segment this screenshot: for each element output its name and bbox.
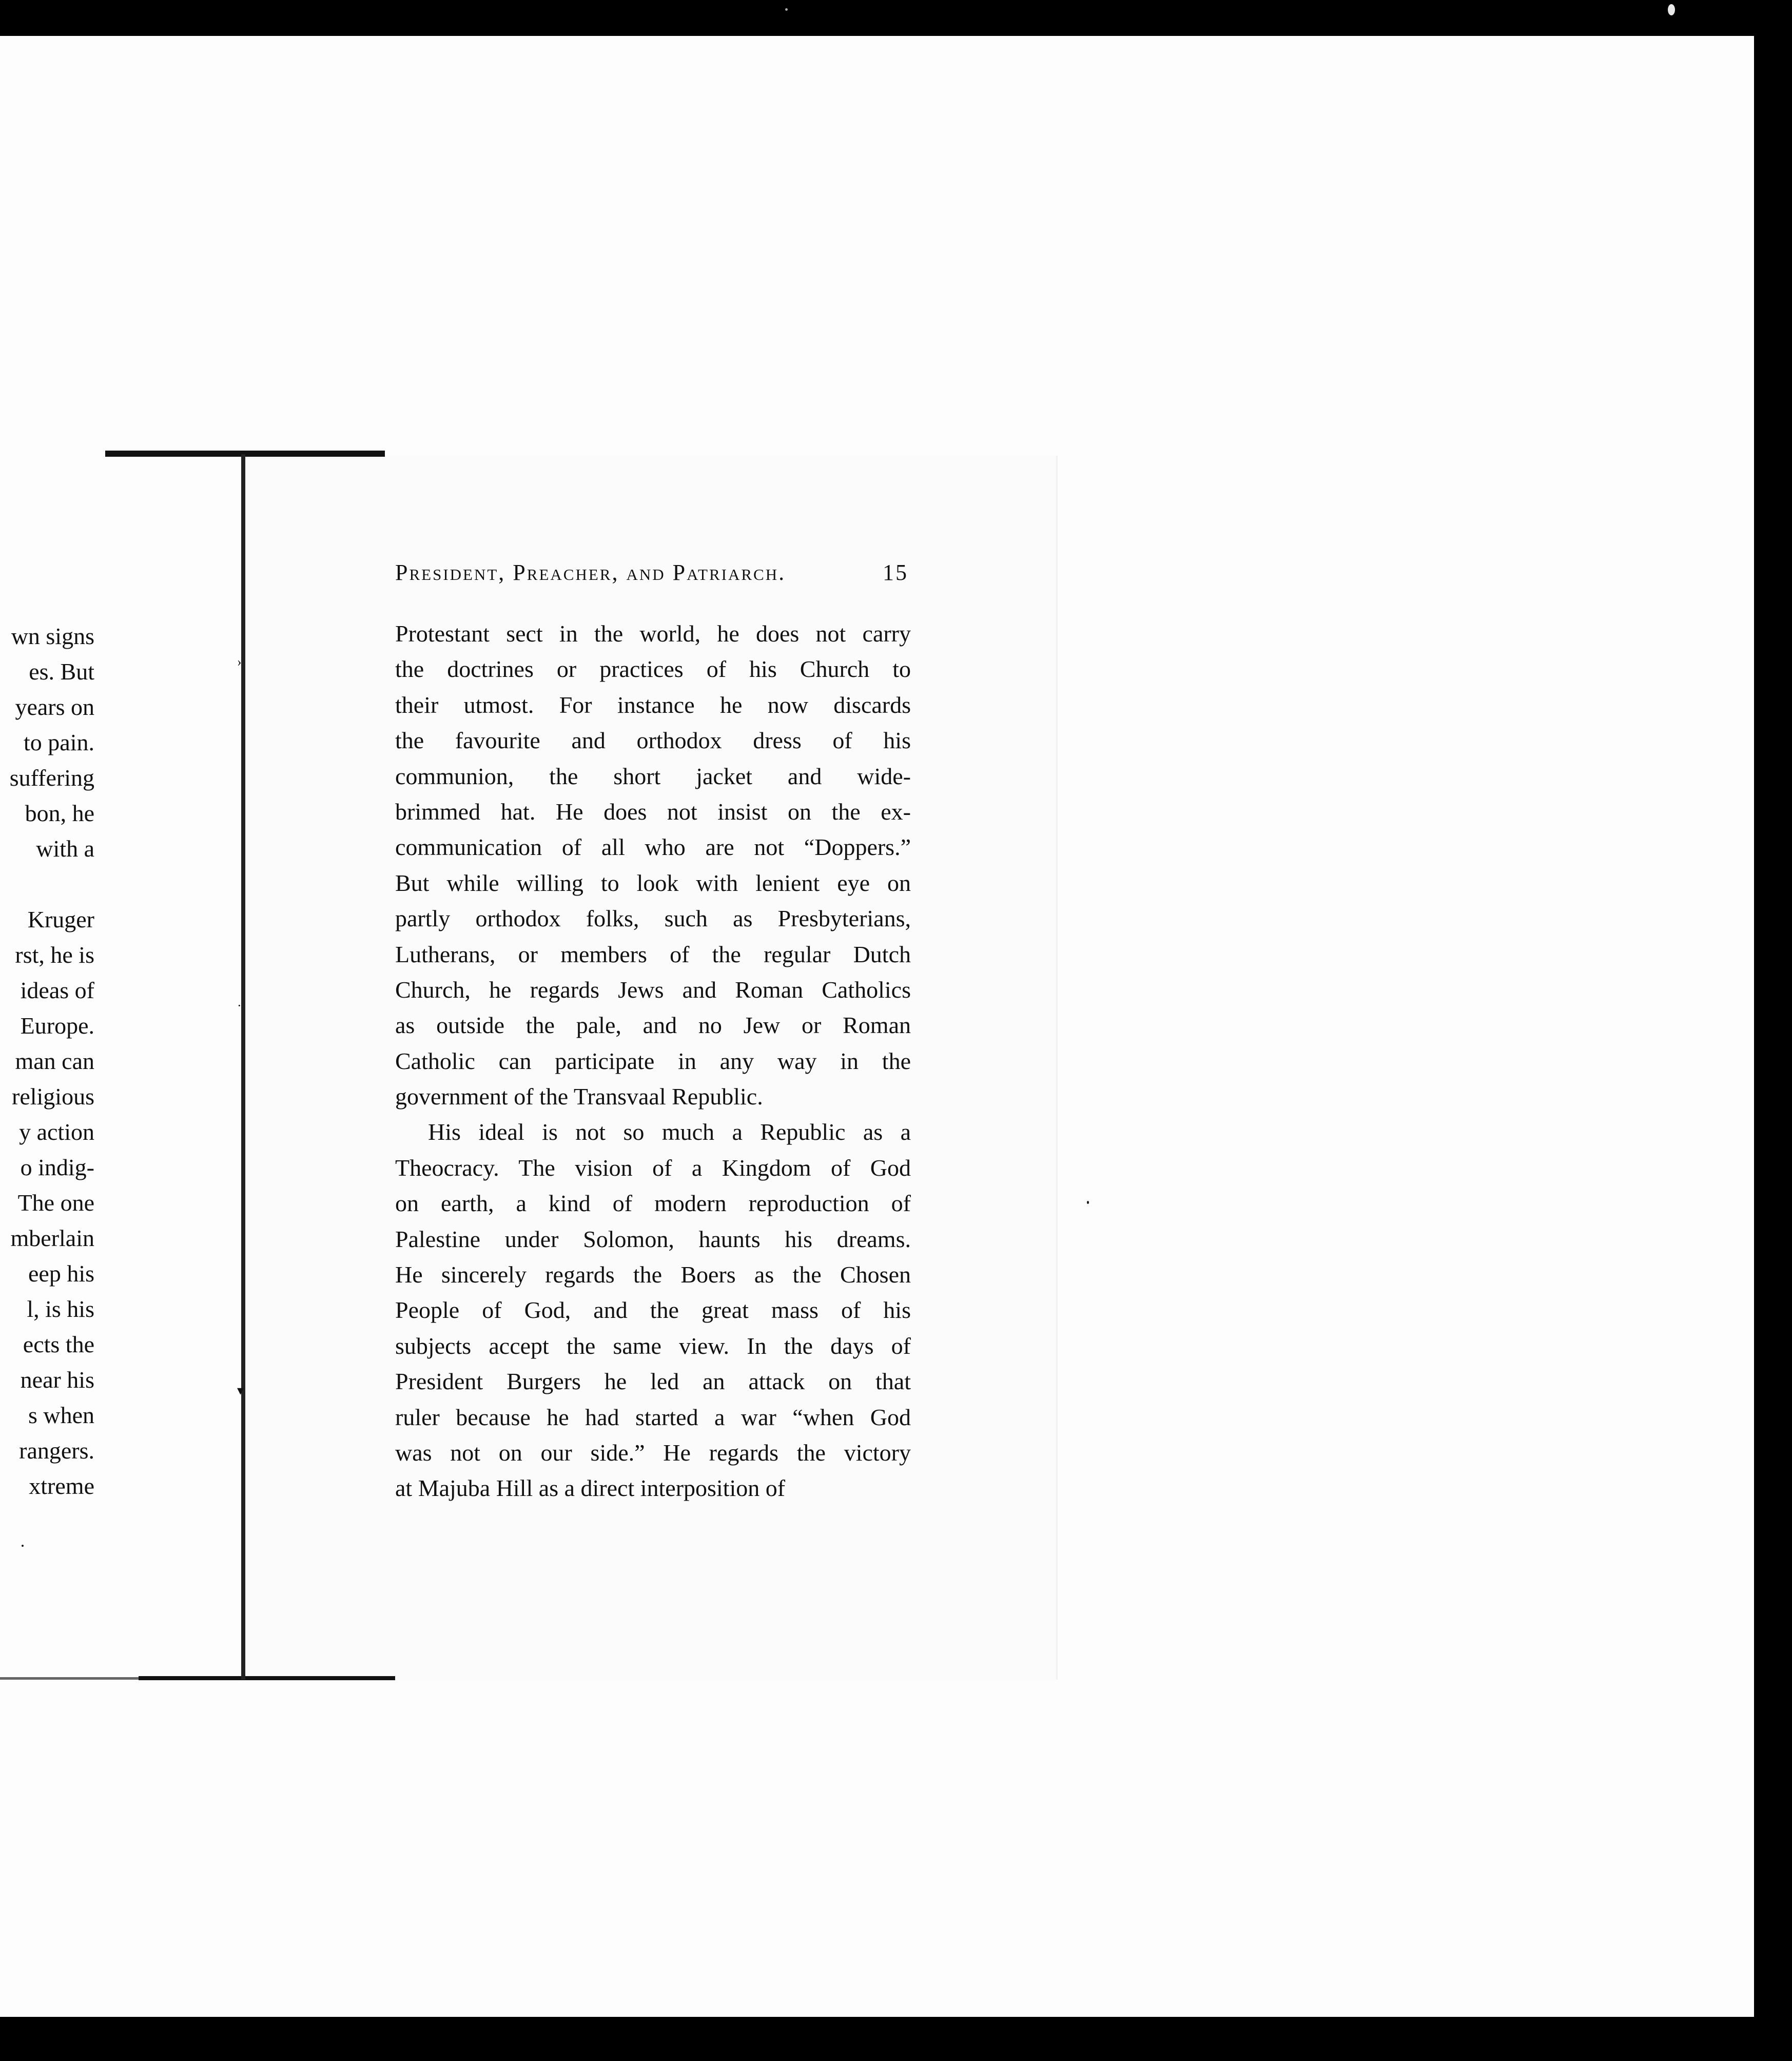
left-page-fragment <box>0 618 98 1516</box>
text-line: But while willing to look with lenient eye on <box>395 869 911 896</box>
text-line: Lutherans, or members of the regular Dutch <box>395 941 911 967</box>
left-page-line: Kruger <box>27 906 94 932</box>
book-spine-line <box>241 454 245 1680</box>
scan-speck <box>785 8 788 11</box>
text-line: the favourite and orthodox dress of his <box>395 727 911 754</box>
left-page-line: wn signs <box>11 623 94 649</box>
left-page-line: o indig- <box>20 1154 94 1180</box>
paragraph-2 <box>395 1114 911 1506</box>
spine-notch-mark: ▾ <box>237 1383 244 1398</box>
left-page-line: es. But <box>29 658 94 685</box>
text-line: Palestine under Solomon, haunts his dreams. <box>395 1226 911 1252</box>
left-page-line: y action <box>19 1119 94 1145</box>
left-page-line: years on <box>15 694 94 720</box>
left-page-line: The one <box>17 1190 94 1216</box>
text-line: Theocracy. The vision of a Kingdom of God <box>395 1154 911 1181</box>
left-page-line: eep his <box>28 1260 94 1287</box>
running-head-title: President, Preacher, and Patriarch. <box>395 560 786 585</box>
text-line: was not on our side.” He regards the victory <box>395 1439 911 1466</box>
left-page-line: l, is his <box>27 1296 94 1322</box>
left-page-line: mberlain <box>10 1225 94 1251</box>
scanned-spread <box>0 36 1754 2017</box>
left-page-line: rst, he is <box>15 942 94 968</box>
text-line: partly orthodox folks, such as Presbyterians, <box>395 905 911 932</box>
left-page-line: xtreme <box>29 1473 94 1499</box>
text-line: Protestant sect in the world, he does not carry <box>395 620 911 647</box>
left-page-line: ideas of <box>20 977 94 1003</box>
text-line: People of God, and the great mass of his <box>395 1297 911 1324</box>
left-page-line: near his <box>20 1367 94 1393</box>
left-page-line: s when <box>28 1402 94 1428</box>
left-page-line: man can <box>15 1048 94 1074</box>
text-line: Church, he regards Jews and Roman Catholics <box>395 976 911 1003</box>
text-line: the doctrines or practices of his Church to <box>395 656 911 683</box>
left-page-line: to pain. <box>24 729 94 755</box>
text-line: subjects accept the same view. In the days of <box>395 1332 911 1359</box>
bottom-edge-rule <box>139 1676 395 1680</box>
text-line: brimmed hat. He does not insist on the ex- <box>395 798 911 825</box>
paragraph-1 <box>395 616 911 1114</box>
left-page-line: ects the <box>23 1331 94 1357</box>
text-line: ruler because he had started a war “when God <box>395 1404 911 1430</box>
left-page-line: Europe. <box>20 1013 94 1039</box>
running-head <box>395 559 908 586</box>
spine-notch-mark: · <box>237 998 242 1013</box>
text-line: communion, the short jacket and wide- <box>395 763 911 789</box>
text-line: at Majuba Hill as a direct interposition of <box>395 1475 786 1502</box>
left-page-line: with a <box>36 835 94 862</box>
left-page-bottom-edge <box>0 1677 139 1680</box>
text-line: as outside the pale, and no Jew or Roman <box>395 1012 911 1039</box>
page-body-text <box>395 616 911 1506</box>
text-line: their utmost. For instance he now discards <box>395 691 911 718</box>
text-line: communication of all who are not “Doppers.” <box>395 834 911 861</box>
text-line: His ideal is not so much a Republic as a <box>428 1119 911 1145</box>
spine-notch-mark: › <box>237 654 242 669</box>
scan-speck <box>1668 4 1675 15</box>
left-page-line: religious <box>12 1083 94 1110</box>
text-line: He sincerely regards the Boers as the Chosen <box>395 1261 911 1288</box>
text-line: on earth, a kind of modern reproduction of <box>395 1190 911 1217</box>
left-page-line: suffering <box>9 765 94 791</box>
text-line: Catholic can participate in any way in the <box>395 1047 911 1074</box>
page-number: 15 <box>883 560 908 585</box>
left-page-line: bon, he <box>25 800 94 826</box>
scan-speck <box>1087 1201 1089 1204</box>
text-line: President Burgers he led an attack on that <box>395 1368 911 1395</box>
left-page-line: rangers. <box>19 1437 94 1464</box>
scan-speck <box>22 1545 24 1547</box>
text-line: government of the Transvaal Republic. <box>395 1083 763 1110</box>
